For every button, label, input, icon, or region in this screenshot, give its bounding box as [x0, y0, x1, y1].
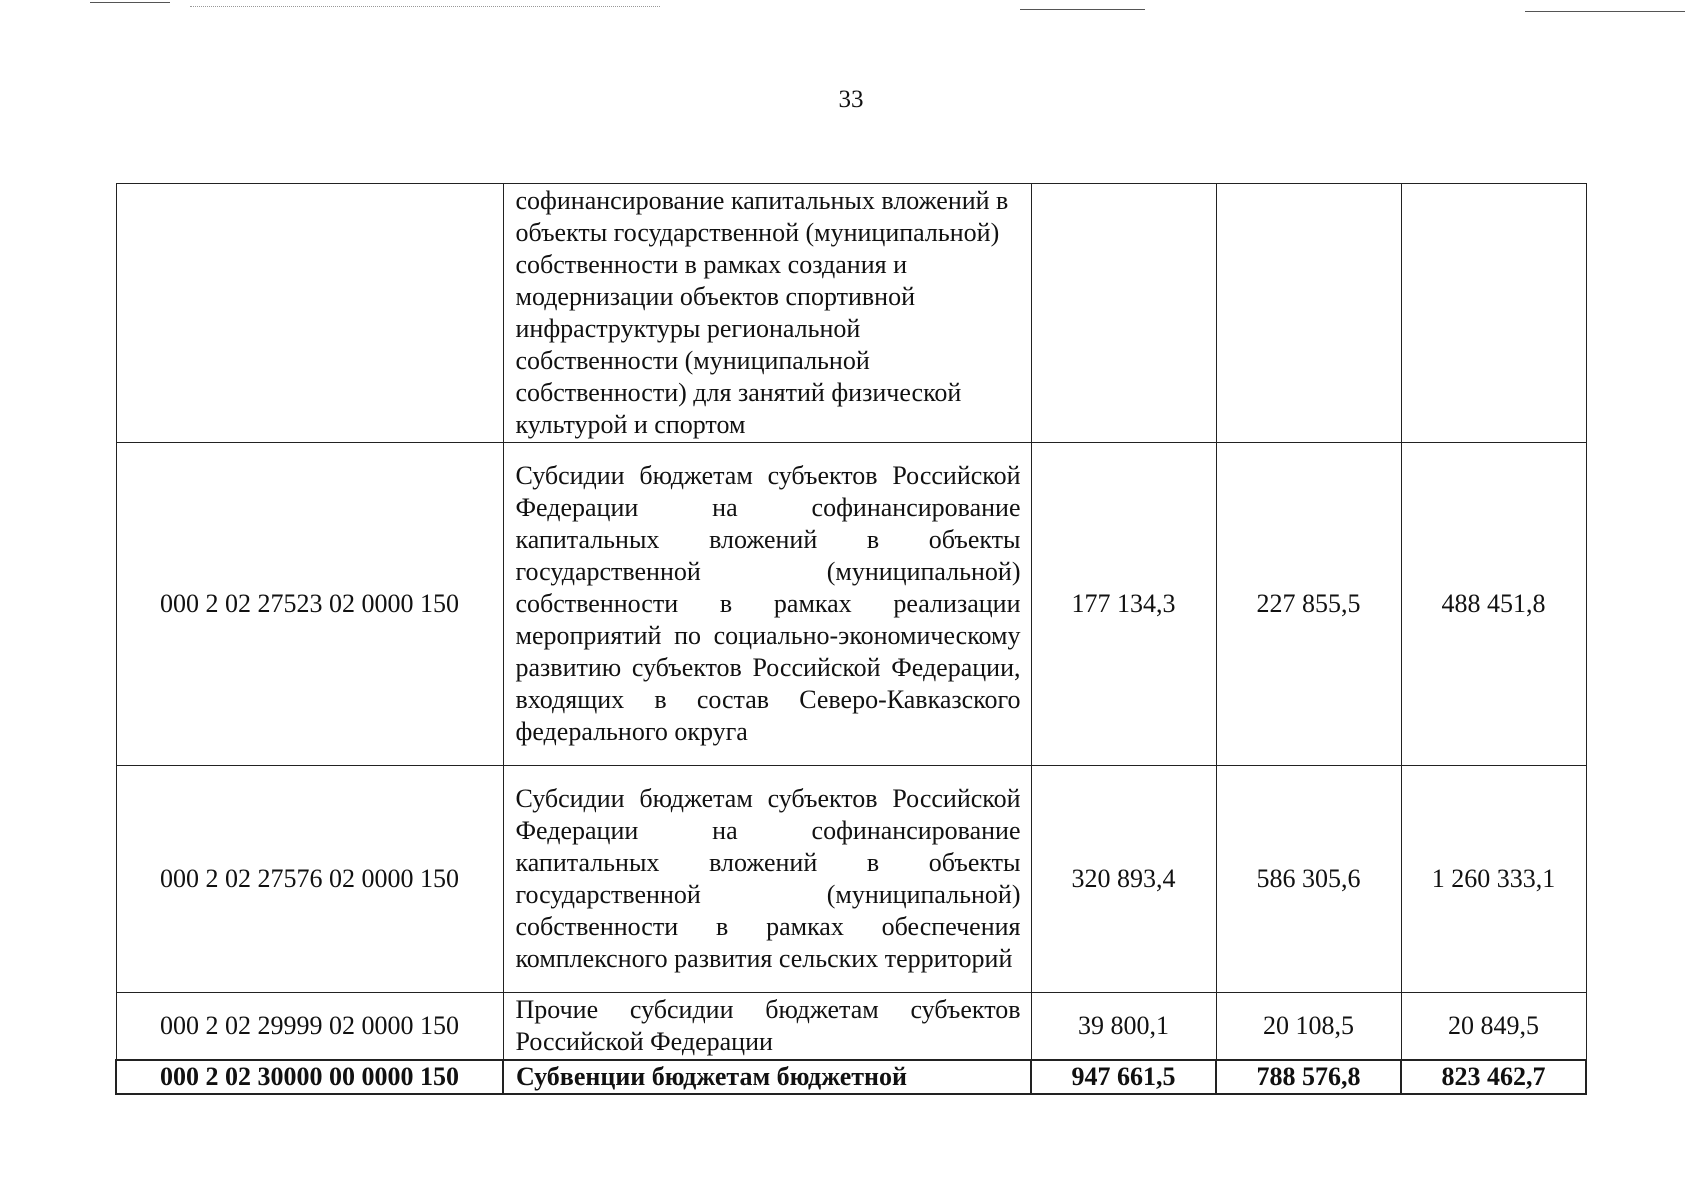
value-cell-year-1: 320 893,4	[1031, 766, 1216, 993]
table-row	[116, 993, 1586, 1061]
value-cell-year-3: 488 451,8	[1401, 443, 1586, 766]
value-cell-year-1: 947 661,5	[1031, 1060, 1216, 1094]
value-cell-year-1	[1031, 184, 1216, 443]
description-cell: софинансирование капитальных вложений в объекты государственной (муниципальной) собственности в рамках создания и модернизации объектов спортивной инфраструктуры региональной собственности (муниципальной собственности) для занятий физической культурой и спортом	[503, 184, 1031, 443]
description-cell: Прочие субсидии бюджетам субъектов Российской Федерации	[503, 993, 1031, 1061]
budget-code-cell: 000 2 02 30000 00 0000 150	[116, 1060, 503, 1094]
value-cell-year-3: 823 462,7	[1401, 1060, 1586, 1094]
budget-code-cell	[116, 184, 503, 443]
description-cell: Субсидии бюджетам субъектов Российской Федерации на софинансирование капитальных вложений в объекты государственной (муниципальной) собственности в рамках реализации мероприятий по социально-экономическому развитию субъектов Российской Федерации, входящих в состав Северо-Кавказского федерального округа	[503, 443, 1031, 766]
table-row	[116, 443, 1586, 766]
budget-revenue-table	[115, 183, 1587, 1095]
page-number: 33	[838, 86, 864, 113]
budget-code-cell: 000 2 02 27576 02 0000 150	[116, 766, 503, 993]
value-cell-year-3	[1401, 184, 1586, 443]
value-cell-year-2: 586 305,6	[1216, 766, 1401, 993]
scan-artifact-line	[90, 2, 170, 3]
value-cell-year-2: 20 108,5	[1216, 993, 1401, 1061]
value-cell-year-1: 39 800,1	[1031, 993, 1216, 1061]
value-cell-year-2	[1216, 184, 1401, 443]
scan-artifact-line	[1020, 9, 1145, 10]
value-cell-year-2: 788 576,8	[1216, 1060, 1401, 1094]
value-cell-year-3: 1 260 333,1	[1401, 766, 1586, 993]
value-cell-year-2: 227 855,5	[1216, 443, 1401, 766]
budget-code-cell: 000 2 02 29999 02 0000 150	[116, 993, 503, 1061]
value-cell-year-1: 177 134,3	[1031, 443, 1216, 766]
budget-code-cell: 000 2 02 27523 02 0000 150	[116, 443, 503, 766]
table-row	[116, 766, 1586, 993]
table-row-total	[116, 1060, 1586, 1094]
scan-artifact-dots	[190, 6, 660, 7]
value-cell-year-3: 20 849,5	[1401, 993, 1586, 1061]
description-cell: Субсидии бюджетам субъектов Российской Федерации на софинансирование капитальных вложений в объекты государственной (муниципальной) собственности в рамках обеспечения комплексного развития сельских территорий	[503, 766, 1031, 993]
table-row	[116, 184, 1586, 443]
scan-artifact-line	[1525, 11, 1685, 12]
description-cell: Субвенции бюджетам бюджетной	[503, 1060, 1031, 1094]
